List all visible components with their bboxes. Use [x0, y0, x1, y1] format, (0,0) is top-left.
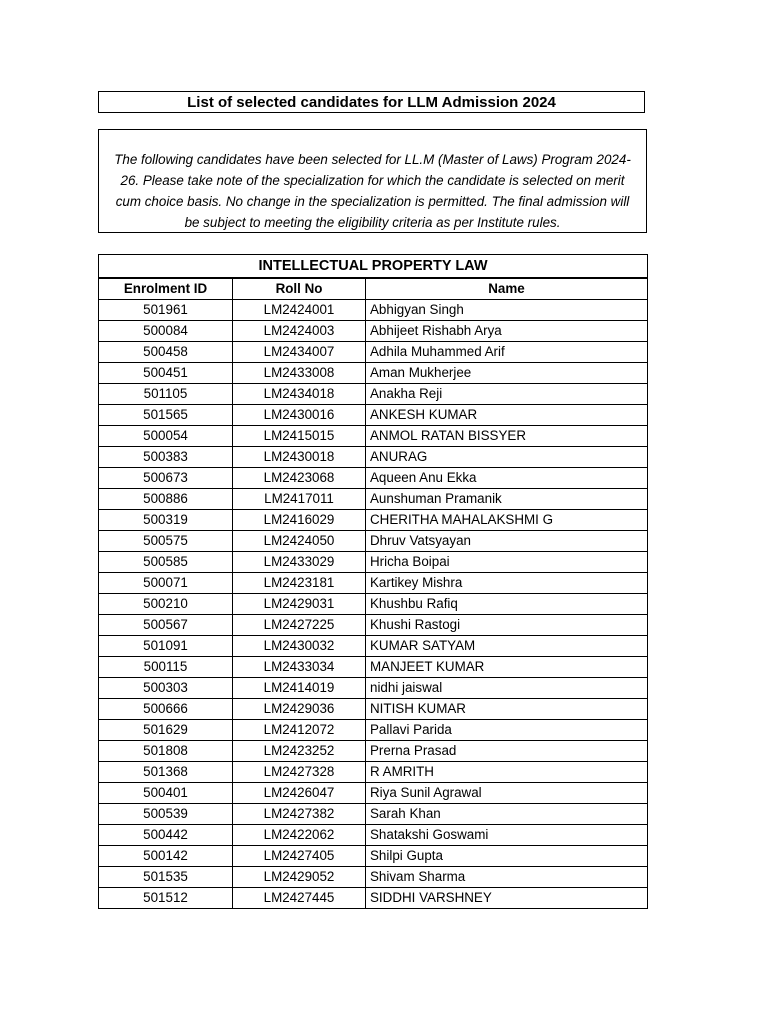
candidate-rows — [99, 300, 648, 909]
roll-no-cell: LM2427382 — [233, 804, 366, 825]
roll-no-cell: LM2423181 — [233, 573, 366, 594]
table-row — [99, 741, 648, 762]
name-cell: Khushbu Rafiq — [366, 594, 648, 615]
table-row — [99, 846, 648, 867]
table-row — [99, 678, 648, 699]
name-cell: Abhigyan Singh — [366, 300, 648, 321]
name-cell: Abhijeet Rishabh Arya — [366, 321, 648, 342]
enrolment-id-cell: 501105 — [99, 384, 233, 405]
enrolment-id-cell: 501091 — [99, 636, 233, 657]
enrolment-id-cell: 501629 — [99, 720, 233, 741]
table-row — [99, 321, 648, 342]
roll-no-cell: LM2433034 — [233, 657, 366, 678]
roll-no-cell: LM2423068 — [233, 468, 366, 489]
roll-no-cell: LM2424001 — [233, 300, 366, 321]
table-row — [99, 783, 648, 804]
name-cell: ANMOL RATAN BISSYER — [366, 426, 648, 447]
enrolment-id-cell: 500401 — [99, 783, 233, 804]
enrolment-id-header: Enrolment ID — [99, 278, 233, 300]
table-row — [99, 867, 648, 888]
name-cell: Sarah Khan — [366, 804, 648, 825]
roll-no-cell: LM2416029 — [233, 510, 366, 531]
roll-no-cell: LM2434018 — [233, 384, 366, 405]
name-cell: ANURAG — [366, 447, 648, 468]
enrolment-id-cell: 500886 — [99, 489, 233, 510]
name-cell: Aqueen Anu Ekka — [366, 468, 648, 489]
section-title: INTELLECTUAL PROPERTY LAW — [99, 255, 648, 279]
enrolment-id-cell: 500071 — [99, 573, 233, 594]
enrolment-id-cell: 501368 — [99, 762, 233, 783]
page-title: List of selected candidates for LLM Admission 2024 — [98, 91, 645, 113]
enrolment-id-cell: 500458 — [99, 342, 233, 363]
enrolment-id-cell: 501535 — [99, 867, 233, 888]
enrolment-id-cell: 500319 — [99, 510, 233, 531]
name-cell: Shivam Sharma — [366, 867, 648, 888]
name-cell: KUMAR SATYAM — [366, 636, 648, 657]
enrolment-id-cell: 500383 — [99, 447, 233, 468]
roll-no-cell: LM2424003 — [233, 321, 366, 342]
admission-notice: The following candidates have been selected for LL.M (Master of Laws) Program 2024-26. Please take note of the specialization for which the candidate is selected on merit cum choice basis. No change in the specialization is permitted. The final admission will be subject to meeting the eligibility criteria as per Institute rules. — [98, 129, 647, 233]
table-row — [99, 426, 648, 447]
enrolment-id-cell: 501565 — [99, 405, 233, 426]
enrolment-id-cell: 500673 — [99, 468, 233, 489]
roll-no-cell: LM2427445 — [233, 888, 366, 909]
table-row — [99, 615, 648, 636]
name-cell: Riya Sunil Agrawal — [366, 783, 648, 804]
name-cell: ANKESH KUMAR — [366, 405, 648, 426]
table-row — [99, 384, 648, 405]
roll-no-cell: LM2433008 — [233, 363, 366, 384]
table-row — [99, 657, 648, 678]
roll-no-cell: LM2429036 — [233, 699, 366, 720]
name-cell: MANJEET KUMAR — [366, 657, 648, 678]
table-row — [99, 300, 648, 321]
name-cell: Kartikey Mishra — [366, 573, 648, 594]
roll-no-cell: LM2422062 — [233, 825, 366, 846]
table-row — [99, 636, 648, 657]
roll-no-cell: LM2427328 — [233, 762, 366, 783]
enrolment-id-cell: 500054 — [99, 426, 233, 447]
table-row — [99, 573, 648, 594]
enrolment-id-cell: 500567 — [99, 615, 233, 636]
roll-no-cell: LM2429031 — [233, 594, 366, 615]
table-row — [99, 489, 648, 510]
roll-no-cell: LM2414019 — [233, 678, 366, 699]
table-row — [99, 888, 648, 909]
name-cell: CHERITHA MAHALAKSHMI G — [366, 510, 648, 531]
table-row — [99, 342, 648, 363]
table-row — [99, 552, 648, 573]
enrolment-id-cell: 500303 — [99, 678, 233, 699]
enrolment-id-cell: 500666 — [99, 699, 233, 720]
roll-no-cell: LM2426047 — [233, 783, 366, 804]
name-cell: Anakha Reji — [366, 384, 648, 405]
table-row — [99, 510, 648, 531]
roll-no-cell: LM2424050 — [233, 531, 366, 552]
roll-no-cell: LM2429052 — [233, 867, 366, 888]
column-header-row — [99, 278, 648, 300]
roll-no-cell: LM2412072 — [233, 720, 366, 741]
roll-no-cell: LM2415015 — [233, 426, 366, 447]
name-cell: NITISH KUMAR — [366, 699, 648, 720]
name-cell: Aman Mukherjee — [366, 363, 648, 384]
enrolment-id-cell: 500115 — [99, 657, 233, 678]
enrolment-id-cell: 501512 — [99, 888, 233, 909]
name-cell: Pallavi Parida — [366, 720, 648, 741]
table-row — [99, 405, 648, 426]
table-row — [99, 804, 648, 825]
enrolment-id-cell: 500585 — [99, 552, 233, 573]
table-row — [99, 594, 648, 615]
enrolment-id-cell: 500210 — [99, 594, 233, 615]
name-cell: R AMRITH — [366, 762, 648, 783]
name-cell: Khushi Rastogi — [366, 615, 648, 636]
name-header: Name — [366, 278, 648, 300]
roll-no-cell: LM2427225 — [233, 615, 366, 636]
table-row — [99, 762, 648, 783]
roll-no-cell: LM2427405 — [233, 846, 366, 867]
enrolment-id-cell: 500084 — [99, 321, 233, 342]
enrolment-id-cell: 500442 — [99, 825, 233, 846]
candidates-table — [98, 254, 648, 909]
roll-no-cell: LM2430016 — [233, 405, 366, 426]
name-cell: Shilpi Gupta — [366, 846, 648, 867]
name-cell: Hricha Boipai — [366, 552, 648, 573]
section-title-row — [99, 255, 648, 279]
roll-no-cell: LM2430032 — [233, 636, 366, 657]
enrolment-id-cell: 501961 — [99, 300, 233, 321]
table-row — [99, 720, 648, 741]
roll-no-cell: LM2433029 — [233, 552, 366, 573]
table-row — [99, 531, 648, 552]
name-cell: Shatakshi Goswami — [366, 825, 648, 846]
enrolment-id-cell: 500142 — [99, 846, 233, 867]
roll-no-cell: LM2417011 — [233, 489, 366, 510]
enrolment-id-cell: 501808 — [99, 741, 233, 762]
name-cell: Adhila Muhammed Arif — [366, 342, 648, 363]
enrolment-id-cell: 500451 — [99, 363, 233, 384]
table-row — [99, 363, 648, 384]
enrolment-id-cell: 500575 — [99, 531, 233, 552]
table-row — [99, 825, 648, 846]
name-cell: SIDDHI VARSHNEY — [366, 888, 648, 909]
name-cell: nidhi jaiswal — [366, 678, 648, 699]
name-cell: Prerna Prasad — [366, 741, 648, 762]
roll-no-cell: LM2430018 — [233, 447, 366, 468]
table-row — [99, 447, 648, 468]
name-cell: Dhruv Vatsyayan — [366, 531, 648, 552]
roll-no-header: Roll No — [233, 278, 366, 300]
roll-no-cell: LM2434007 — [233, 342, 366, 363]
roll-no-cell: LM2423252 — [233, 741, 366, 762]
enrolment-id-cell: 500539 — [99, 804, 233, 825]
name-cell: Aunshuman Pramanik — [366, 489, 648, 510]
table-row — [99, 468, 648, 489]
table-row — [99, 699, 648, 720]
